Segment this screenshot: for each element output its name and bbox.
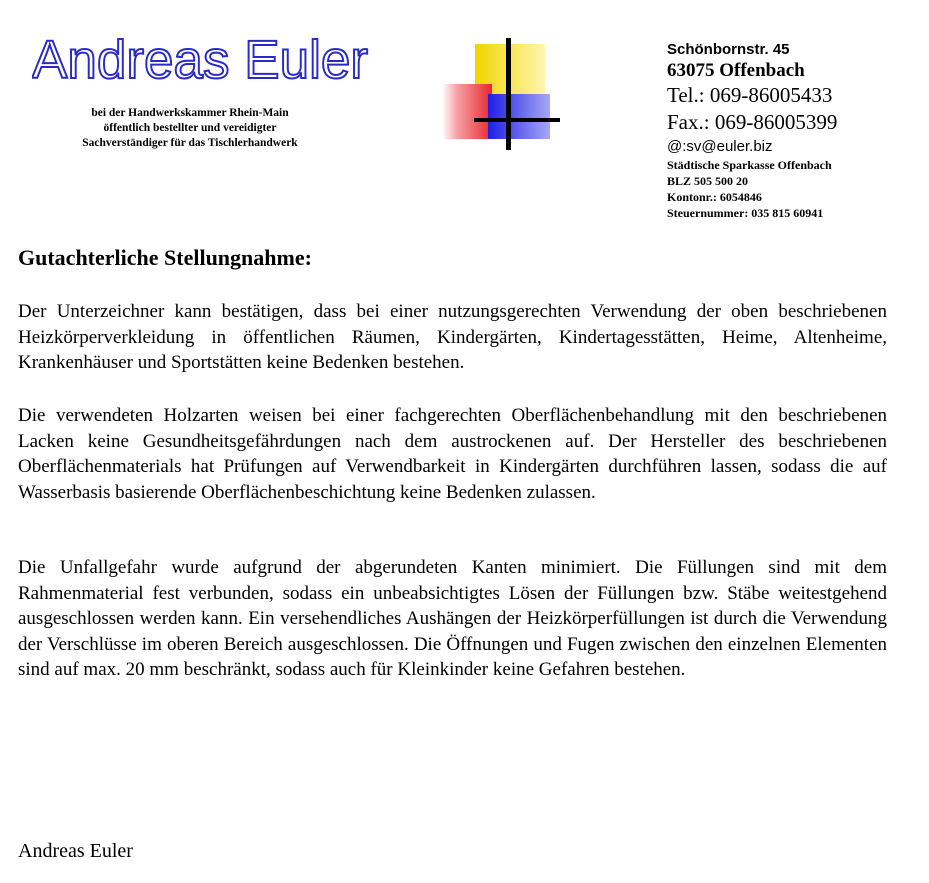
contact-city: 63075 Offenbach [667, 60, 805, 81]
company-logo [32, 30, 372, 86]
qualification-line: Sachverständiger für das Tischlerhandwerk [82, 137, 298, 149]
cross-horizontal [474, 118, 560, 122]
contact-email: @:sv@euler.biz [667, 138, 773, 155]
paragraph-accident-risk: Die Unfallgefahr wurde aufgrund der abgerundeten Kanten minimiert. Die Füllungen sind mit dem Rahmenmaterial fest verbunden, sodass ein unbeabsichtigtes Lösen der Füllungen bzw. Stäbe weitestgehend ausgeschlossen werden kann. Ein versehendliches Aushängen der Heizkörperfüllungen ist durch die Verwendung der Verschlüsse im oberen Bereich ausgeschlossen. Die Öffnungen und Fugen zwischen den einzelnen Elementen sind auf max. 20 mm beschränkt, sodass auch für Kleinkinder keine Gefahren bestehen. [18, 557, 887, 681]
red-square [442, 84, 492, 139]
contact-street: Schönbornstr. 45 [667, 41, 790, 58]
logo-name-text: Andreas Euler [32, 30, 369, 86]
bank-line: Kontonr.: 6054846 [667, 190, 762, 204]
contact-phone: Tel.: 069-86005433 [667, 83, 833, 107]
bank-line: Steuernummer: 035 815 60941 [667, 206, 824, 220]
color-squares-crosshair-icon [440, 36, 565, 151]
contact-block [667, 40, 917, 221]
paragraph-wood-coating: Die verwendeten Holzarten weisen bei einer fachgerechten Oberflächenbehandlung mit den beschriebenen Lacken keine Gesundheitsgefährdungen nach dem austrockenen auf. Der Hersteller des beschriebenen Oberflächenmaterials hat Prüfungen auf Verwendbarkeit in Kindergärten durchführen lassen, sodass die auf Wasserbasis basierende Oberflächenbeschichtung keine Bedenken zulassen. [18, 405, 887, 503]
document-heading: Gutachterliche Stellungnahme: [18, 245, 312, 270]
qualification-line: bei der Handwerkskammer Rhein-Main [91, 107, 289, 119]
cross-vertical [506, 38, 511, 150]
blue-square [488, 94, 550, 139]
contact-fax: Fax.: 069-86005399 [667, 110, 838, 134]
qualification-lines [40, 106, 340, 151]
signature-name: Andreas Euler [18, 840, 133, 862]
qualification-line: öffentlich bestellter und vereidigter [103, 122, 277, 134]
paragraph-usage: Der Unterzeichner kann bestätigen, dass bei einer nutzungsgerechten Verwendung der oben beschriebenen Heizkörperverkleidung in öffentlichen Räumen, Kindergärten, Kindertagesstätten, Heime, Altenheime, Krankenhäuser und Sportstätten keine Bedenken bestehen. [18, 301, 887, 374]
bank-line: Städtische Sparkasse Offenbach [667, 158, 832, 172]
bank-line: BLZ 505 500 20 [667, 174, 749, 188]
